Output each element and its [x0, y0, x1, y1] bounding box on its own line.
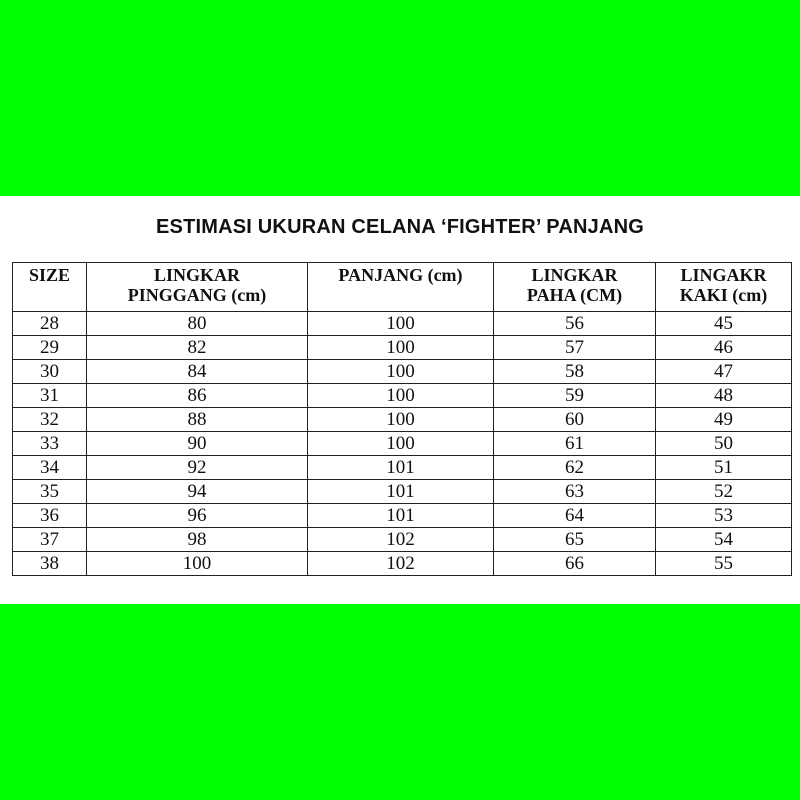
size-cell: 32: [13, 408, 87, 432]
length-cell: 100: [308, 384, 494, 408]
table-row: [13, 432, 792, 456]
header-leg-opening-line-1: LINGAKR: [680, 265, 767, 285]
chart-title: ESTIMASI UKURAN CELANA ‘FIGHTER’ PANJANG: [155, 216, 645, 238]
leg-opening-cell: 49: [656, 408, 792, 432]
header-waist-line-1: LINGKAR: [153, 265, 240, 285]
table-header-row: [13, 263, 792, 312]
waist-cell: 88: [87, 408, 308, 432]
size-cell: 29: [13, 336, 87, 360]
length-cell: 100: [308, 336, 494, 360]
table-row: [13, 360, 792, 384]
size-table: [12, 262, 792, 576]
size-cell: 31: [13, 384, 87, 408]
table-row: [13, 480, 792, 504]
leg-opening-cell: 51: [656, 456, 792, 480]
waist-cell: 94: [87, 480, 308, 504]
length-cell: 100: [308, 432, 494, 456]
leg-opening-cell: 50: [656, 432, 792, 456]
header-leg-opening: [656, 263, 792, 312]
leg-opening-cell: 54: [656, 528, 792, 552]
bottom-green-band: [0, 604, 800, 800]
thigh-cell: 65: [494, 528, 656, 552]
header-size: [13, 263, 87, 312]
size-cell: 36: [13, 504, 87, 528]
thigh-cell: 62: [494, 456, 656, 480]
header-waist-line-2: PINGGANG (cm): [127, 285, 267, 305]
length-cell: 102: [308, 528, 494, 552]
length-cell: 100: [308, 408, 494, 432]
waist-cell: 92: [87, 456, 308, 480]
size-cell: 33: [13, 432, 87, 456]
table-row: [13, 312, 792, 336]
waist-cell: 100: [87, 552, 308, 576]
waist-cell: 90: [87, 432, 308, 456]
leg-opening-cell: 48: [656, 384, 792, 408]
header-thigh-line-2: PAHA (CM): [526, 285, 623, 305]
length-cell: 101: [308, 456, 494, 480]
header-leg-opening-line-2: KAKI (cm): [679, 285, 768, 305]
waist-cell: 96: [87, 504, 308, 528]
size-cell: 28: [13, 312, 87, 336]
thigh-cell: 63: [494, 480, 656, 504]
waist-cell: 84: [87, 360, 308, 384]
leg-opening-cell: 45: [656, 312, 792, 336]
table-row: [13, 528, 792, 552]
length-cell: 101: [308, 480, 494, 504]
leg-opening-cell: 47: [656, 360, 792, 384]
size-cell: 30: [13, 360, 87, 384]
length-cell: 101: [308, 504, 494, 528]
header-length-label: PANJANG (cm): [338, 265, 463, 285]
header-thigh: [494, 263, 656, 312]
leg-opening-cell: 46: [656, 336, 792, 360]
waist-cell: 98: [87, 528, 308, 552]
table-row: [13, 504, 792, 528]
size-cell: 34: [13, 456, 87, 480]
thigh-cell: 58: [494, 360, 656, 384]
table-row: [13, 456, 792, 480]
header-thigh-line-1: LINGKAR: [531, 265, 618, 285]
table-row: [13, 336, 792, 360]
length-cell: 100: [308, 360, 494, 384]
table-row: [13, 384, 792, 408]
header-length: [308, 263, 494, 312]
thigh-cell: 56: [494, 312, 656, 336]
header-waist: [87, 263, 308, 312]
thigh-cell: 64: [494, 504, 656, 528]
waist-cell: 86: [87, 384, 308, 408]
leg-opening-cell: 55: [656, 552, 792, 576]
thigh-cell: 57: [494, 336, 656, 360]
thigh-cell: 61: [494, 432, 656, 456]
length-cell: 102: [308, 552, 494, 576]
table-row: [13, 552, 792, 576]
table-body: [13, 312, 792, 576]
top-green-band: [0, 0, 800, 196]
waist-cell: 80: [87, 312, 308, 336]
header-size-label: SIZE: [28, 265, 71, 285]
leg-opening-cell: 52: [656, 480, 792, 504]
thigh-cell: 66: [494, 552, 656, 576]
thigh-cell: 59: [494, 384, 656, 408]
size-cell: 35: [13, 480, 87, 504]
leg-opening-cell: 53: [656, 504, 792, 528]
waist-cell: 82: [87, 336, 308, 360]
length-cell: 100: [308, 312, 494, 336]
size-chart-panel: [0, 196, 800, 604]
thigh-cell: 60: [494, 408, 656, 432]
size-cell: 38: [13, 552, 87, 576]
size-cell: 37: [13, 528, 87, 552]
table-row: [13, 408, 792, 432]
